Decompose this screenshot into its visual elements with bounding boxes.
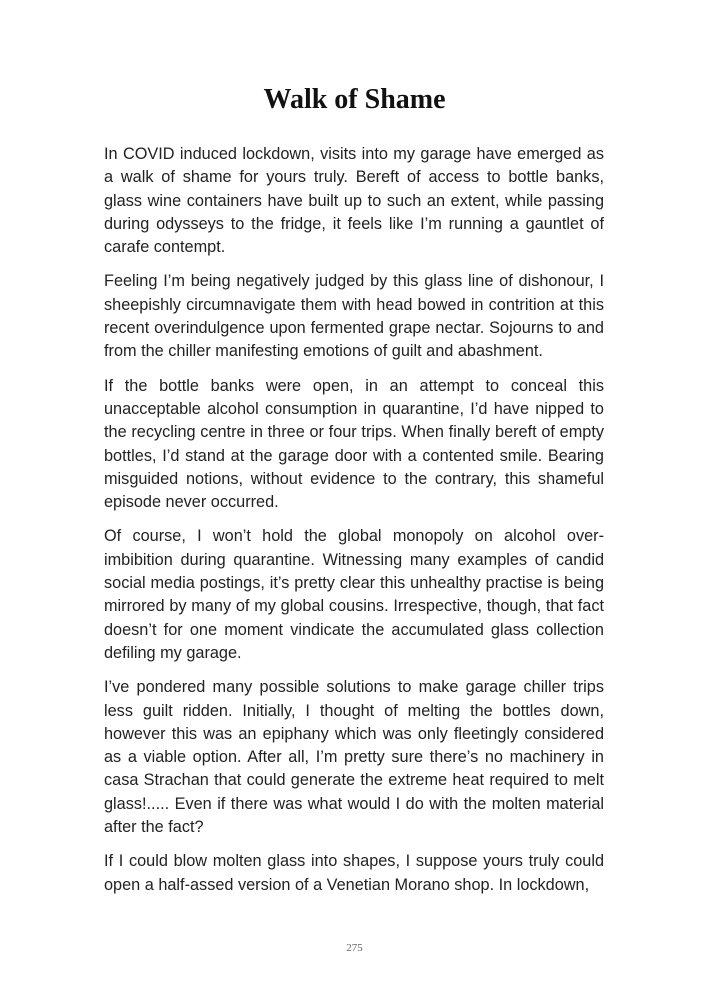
paragraph: If I could blow molten glass into shapes, I suppose yours truly could open a half-assed version of a Venetian Morano shop. In lockdown, <box>104 852 604 894</box>
page-number: 275 <box>346 942 363 954</box>
paragraph: Of course, I won’t hold the global monopoly on alcohol over-imbibition during quarantine. Witnessing many examples of candid social media postings, it’s pretty clear this unhealthy practise is being mirrored by many of my global cousins. Irrespective, though, that fact doesn’t for one moment vindicate the accumulated glass collection defiling my garage. <box>104 527 604 662</box>
body-text <box>104 143 604 908</box>
paragraph: In COVID induced lockdown, visits into my garage have emerged as a walk of shame for yours truly. Bereft of access to bottle banks, glass wine containers have built up to such an extent, while passing during odysseys to the fridge, it feels like I’m running a gauntlet of carafe contempt. <box>104 145 604 257</box>
page-title: Walk of Shame <box>263 84 446 115</box>
paragraph: I’ve pondered many possible solutions to make garage chiller trips less guilt ridden. Initially, I thought of melting the bottles down, however this was an epiphany which was only fleetingly considered as a viable option. After all, I’m pretty sure there’s no machinery in casa Strachan that could generate the extreme heat required to melt glass!..... Even if there was what would I do with the molten material after the fact? <box>104 678 604 837</box>
paragraph: If the bottle banks were open, in an attempt to conceal this unacceptable alcohol consumption in quarantine, I’d have nipped to the recycling centre in three or four trips. When finally bereft of empty bottles, I’d stand at the garage door with a contented smile. Bearing misguided notions, without evidence to the contrary, this shameful episode never occurred. <box>104 376 604 512</box>
paragraph: Feeling I’m being negatively judged by this glass line of dishonour, I sheepishly circumnavigate them with head bowed in contrition at this recent overindulgence upon fermented grape nectar. Sojourns to and from the chiller manifesting emotions of guilt and abashment. <box>104 272 604 361</box>
